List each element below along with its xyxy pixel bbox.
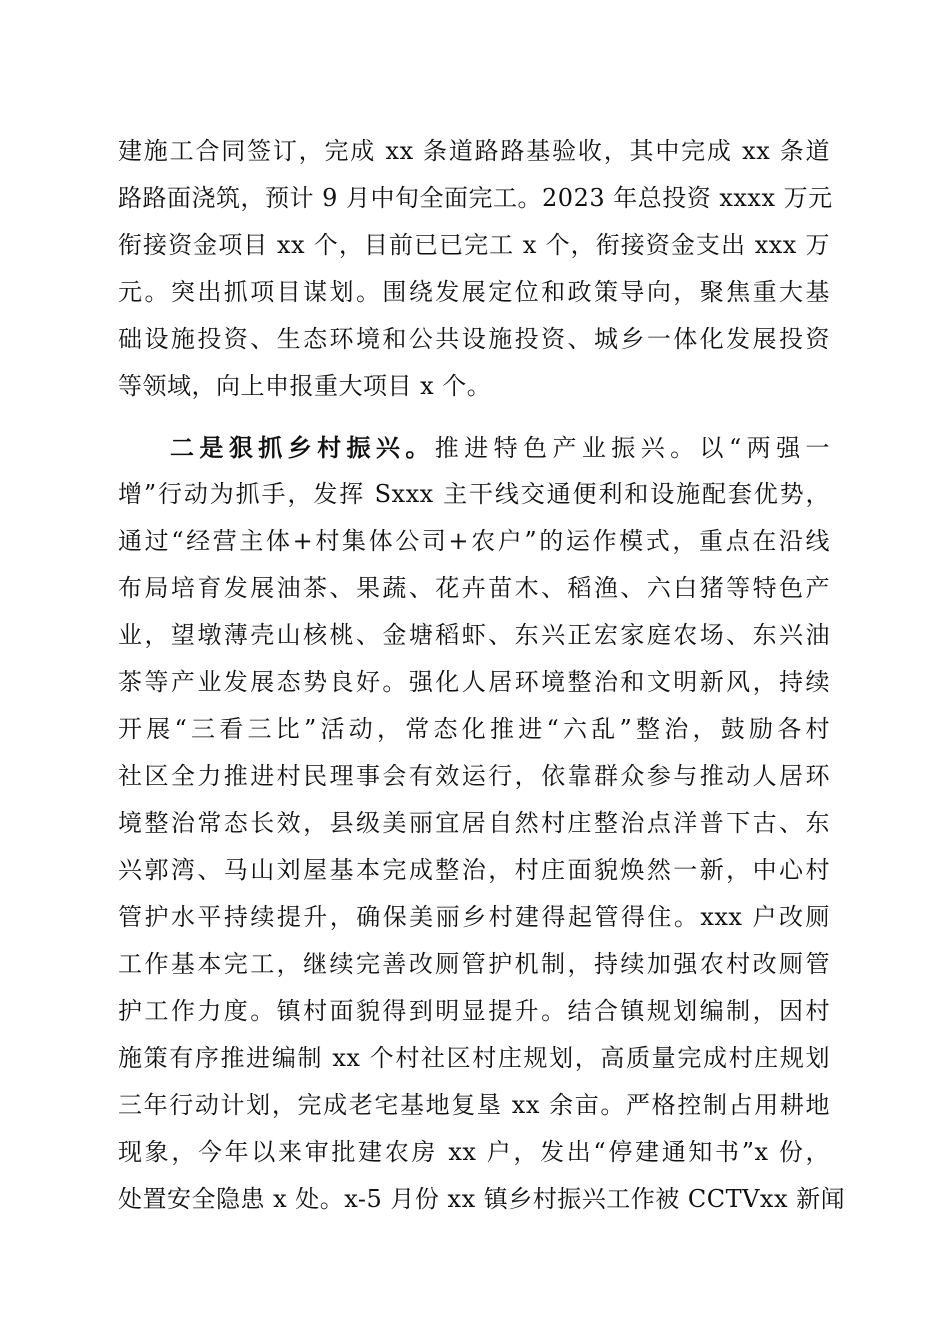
text-line: 通过“经营主体+村集体公司+农户”的运作模式，重点在沿线	[118, 527, 830, 555]
text-line: 开展“三看三比”活动，常态化推进“六乱”整治，鼓励各村	[118, 715, 830, 743]
text-line: 管护水平持续提升，确保美丽乡村建得起管得住。xxx 户改厕	[118, 903, 830, 931]
text-line: 三年行动计划，完成老宅基地复垦 xx 余亩。严格控制占用耕地	[118, 1091, 830, 1119]
text-line: 础设施投资、生态环境和公共设施投资、城乡一体化发展投资	[118, 325, 830, 353]
text-line: 衔接资金项目 xx 个，目前已已完工 x 个，衔接资金支出 xxx 万	[118, 231, 830, 259]
text-line: 业，望墩薄壳山核桃、金塘稻虾、东兴正宏家庭农场、东兴油	[118, 621, 830, 649]
paragraph-spacer	[118, 410, 830, 424]
text-line: 护工作力度。镇村面貌得到明显提升。结合镇规划编制，因村	[118, 997, 830, 1025]
text-line: 茶等产业发展态势良好。强化人居环境整治和文明新风，持续	[118, 668, 830, 696]
paragraph-1	[118, 128, 833, 410]
text-line-first	[118, 424, 830, 471]
text-line: 兴郭湾、马山刘屋基本完成整治，村庄面貌焕然一新，中心村	[118, 856, 830, 884]
text-line: 社区全力推进村民理事会有效运行，依靠群众参与推动人居环	[118, 762, 830, 790]
text-line: 施策有序推进编制 xx 个村社区村庄规划，高质量完成村庄规划	[118, 1044, 830, 1072]
paragraph-heading-rest: 推进特色产业振兴。以“两强一	[434, 434, 830, 462]
paragraph-heading: 二是狠抓乡村振兴。	[170, 433, 435, 462]
document-body	[118, 128, 846, 1223]
text-line: 增”行动为抓手，发挥 Sxxx 主干线交通便利和设施配套优势，	[118, 480, 830, 508]
text-line: 现象，今年以来审批建农房 xx 户，发出“停建通知书”x 份，	[118, 1138, 830, 1166]
text-line: 建施工合同签订，完成 xx 条道路路基验收，其中完成 xx 条道	[118, 137, 830, 165]
text-line: 工作基本完工，继续完善改厕管护机制，持续加强农村改厕管	[118, 950, 830, 978]
text-line: 境整治常态长效，县级美丽宜居自然村庄整治点洋普下古、东	[118, 809, 830, 837]
paragraph-2	[118, 424, 846, 1223]
text-line: 路路面浇筑，预计 9 月中旬全面完工。2023 年总投资 xxxx 万元	[118, 184, 833, 212]
text-line: 等领域，向上申报重大项目 x 个。	[118, 372, 492, 400]
text-line: 处置安全隐患 x 处。x-5 月份 xx 镇乡村振兴工作被 CCTVxx 新闻	[118, 1185, 846, 1213]
text-line: 布局培育发展油茶、果蔬、花卉苗木、稻渔、六白猪等特色产	[118, 574, 830, 602]
text-line: 元。突出抓项目谋划。围绕发展定位和政策导向，聚焦重大基	[118, 278, 830, 306]
